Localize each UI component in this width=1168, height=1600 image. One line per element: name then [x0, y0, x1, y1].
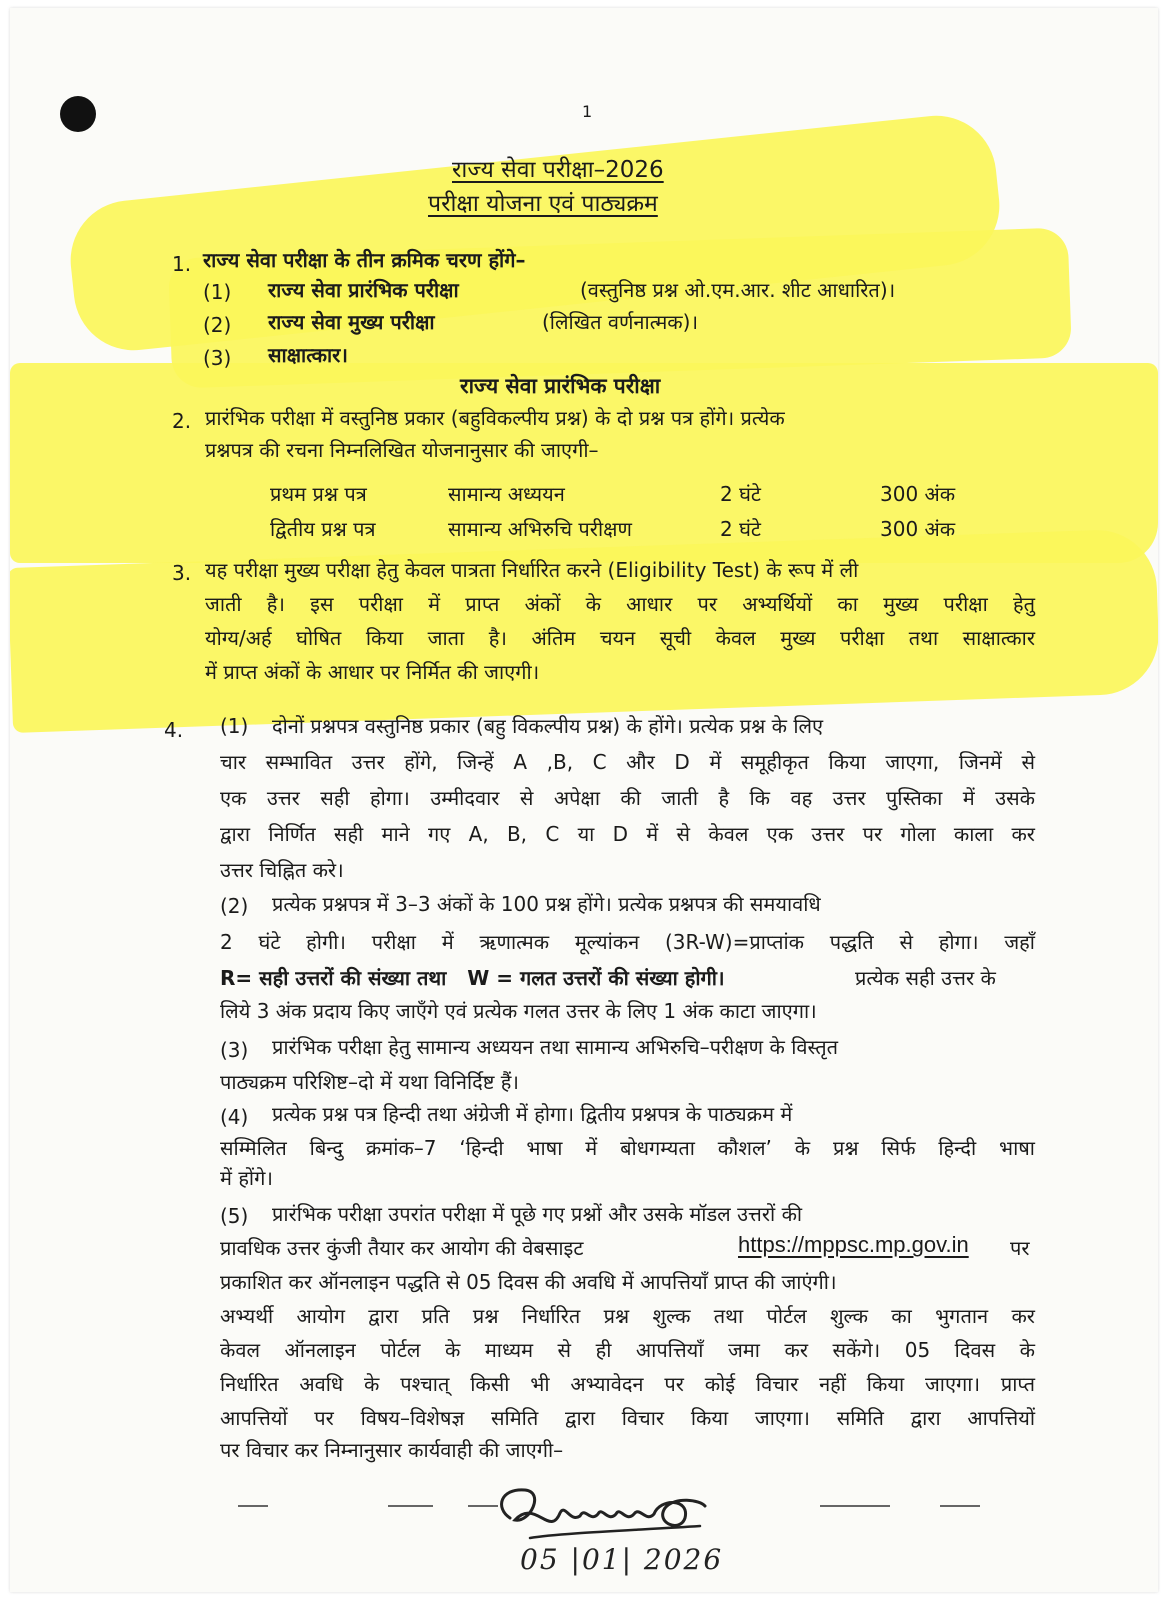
document-page	[10, 8, 1158, 1592]
item4-line: पाठ्यक्रम परिशिष्ट–दो में यथा विनिर्दिष्ट हैं।	[220, 1070, 519, 1094]
item4-line: उत्तर चिह्नित करे।	[220, 858, 344, 882]
item4-line: प्रत्येक प्रश्नपत्र में 3–3 अंकों के 100 प्रश्न होंगे। प्रत्येक प्रश्नपत्र की समयावधि	[272, 892, 821, 916]
item2-line: प्रश्नपत्र की रचना निम्नलिखित योजनानुसार की जाएगी–	[205, 438, 599, 462]
stage-title: राज्य सेवा प्रारंभिक परीक्षा	[268, 278, 459, 302]
sub-number: (1)	[220, 714, 249, 738]
item4-line: निर्धारित अवधि के पश्चात् किसी भी अभ्यावेदन पर कोई विचार नहीं किया जाएगा। प्राप्त	[220, 1372, 1035, 1396]
paper-name: द्वितीय प्रश्न पत्र	[270, 517, 376, 541]
formula-definition: R= सही उत्तरों की संख्या तथा W = गलत उत्तरों की संख्या होगी।	[220, 966, 725, 990]
item-number: 2.	[172, 409, 192, 433]
stage-detail: (लिखित वर्णनात्मक)।	[542, 310, 699, 334]
sub-number: (3)	[220, 1038, 249, 1062]
divider	[940, 1505, 980, 1507]
item4-line: एक उत्तर सही होगा। उम्मीदवार से अपेक्षा की जाती है कि वह उत्तर पुस्तिका में उसके	[220, 786, 1035, 810]
paper-duration: 2 घंटे	[720, 482, 761, 506]
divider	[468, 1505, 498, 1507]
item4-line: 2 घंटे होगी। परीक्षा में ऋणात्मक मूल्यांकन (3R-W)=प्राप्तांक पद्धति से होगा। जहाँ	[220, 930, 1035, 954]
paper-marks: 300 अंक	[880, 482, 956, 506]
item4-line: प्रकाशित कर ऑनलाइन पद्धति से 05 दिवस की अवधि में आपत्तियाँ प्राप्त की जाएंगी।	[220, 1270, 837, 1294]
item4-line: में होंगे।	[220, 1166, 273, 1190]
divider	[238, 1505, 268, 1507]
item1-heading: राज्य सेवा परीक्षा के तीन क्रमिक चरण होंगे–	[203, 248, 526, 272]
paper-duration: 2 घंटे	[720, 517, 761, 541]
item3-line: योग्य/अर्ह घोषित किया जाता है। अंतिम चयन सूची केवल मुख्य परीक्षा तथा साक्षात्कार	[205, 626, 1035, 650]
stage-detail: (वस्तुनिष्ठ प्रश्न ओ.एम.आर. शीट आधारित)।	[580, 278, 896, 302]
item4-line: लिये 3 अंक प्रदाय किए जाएँगे एवं प्रत्येक गलत उत्तर के लिए 1 अंक काटा जाएगा।	[220, 999, 817, 1023]
item-number: 3.	[172, 561, 192, 585]
paper-subject: सामान्य अभिरुचि परीक्षण	[448, 517, 632, 541]
item-number: 4.	[164, 718, 184, 742]
item2-line: प्रारंभिक परीक्षा में वस्तुनिष्ठ प्रकार (बहुविकल्पीय प्रश्न) के दो प्रश्न पत्र होंगे। प्रत्येक	[205, 406, 785, 430]
divider	[820, 1505, 890, 1507]
item4-line: प्रारंभिक परीक्षा उपरांत परीक्षा में पूछे गए प्रश्नों और उसके मॉडल उत्तरों की	[272, 1202, 803, 1226]
stage-title: साक्षात्कार।	[268, 343, 348, 367]
sub-number: (4)	[220, 1105, 249, 1129]
item4-line: केवल ऑनलाइन पोर्टल के माध्यम से ही आपत्तियाँ जमा कर सकेंगे। 05 दिवस के	[220, 1338, 1035, 1362]
item4-line: आपत्तियों पर विषय–विशेषज्ञ समिति द्वारा विचार किया जाएगा। समिति द्वारा आपत्तियों	[220, 1406, 1035, 1430]
item4-line: दोनों प्रश्नपत्र वस्तुनिष्ठ प्रकार (बहु विकल्पीय प्रश्न) के होंगे। प्रत्येक प्रश्न के लिए	[272, 714, 824, 738]
item3-line: यह परीक्षा मुख्य परीक्षा हेतु केवल पात्रता निर्धारित करने (Eligibility Test) के रूप में ली	[205, 558, 859, 582]
stage-title: राज्य सेवा मुख्य परीक्षा	[268, 310, 435, 334]
item-number: 1.	[172, 252, 192, 276]
stage-number: (1)	[203, 280, 232, 304]
stage-number: (2)	[203, 313, 232, 337]
item4-line: सम्मिलित बिन्दु क्रमांक–7 ‘हिन्दी भाषा में बोधगम्यता कौशल’ के प्रश्न सिर्फ हिन्दी भाषा	[220, 1136, 1035, 1160]
item4-line: अभ्यर्थी आयोग द्वारा प्रति प्रश्न निर्धारित प्रश्न शुल्क तथा पोर्टल शुल्क का भुगतान कर	[220, 1304, 1035, 1328]
sub-number: (2)	[220, 894, 249, 918]
item4-line: चार सम्भावित उत्तर होंगे, जिन्हें A ,B, C और D में समूहीकृत किया जाएगा, जिनमें से	[220, 750, 1035, 774]
sub-number: (5)	[220, 1204, 249, 1228]
item3-line: जाती है। इस परीक्षा में प्राप्त अंकों के आधार पर अभ्यर्थियों का मुख्य परीक्षा हेतु	[205, 592, 1035, 616]
stage-number: (3)	[203, 346, 232, 370]
divider	[388, 1505, 433, 1507]
punch-hole	[60, 96, 96, 132]
website-link[interactable]: https://mppsc.mp.gov.in	[738, 1232, 969, 1257]
paper-subject: सामान्य अध्ययन	[448, 482, 565, 506]
item4-line: पर विचार कर निम्नानुसार कार्यवाही की जाएगी–	[220, 1438, 564, 1462]
document-subtitle: परीक्षा योजना एवं पाठ्यक्रम	[428, 191, 658, 217]
document-title: राज्य सेवा परीक्षा–2026	[452, 157, 664, 183]
page-number: 1	[582, 102, 593, 121]
paper-marks: 300 अंक	[880, 517, 956, 541]
item3-line: में प्राप्त अंकों के आधार पर निर्मित की जाएगी।	[205, 660, 540, 684]
section-heading: राज्य सेवा प्रारंभिक परीक्षा	[460, 374, 661, 398]
item4-line: पर	[1010, 1236, 1030, 1260]
item4-line: प्रत्येक सही उत्तर के	[855, 966, 996, 990]
item4-line: प्रत्येक प्रश्न पत्र हिन्दी तथा अंग्रेजी में होगा। द्वितीय प्रश्नपत्र के पाठ्यक्रम में	[272, 1102, 793, 1126]
item4-line: द्वारा निर्णित सही माने गए A, B, C या D में से केवल एक उत्तर पर गोला काला कर	[220, 822, 1035, 846]
paper-name: प्रथम प्रश्न पत्र	[270, 482, 367, 506]
item4-line: प्रावधिक उत्तर कुंजी तैयार कर आयोग की वेबसाइट	[220, 1236, 584, 1260]
signature-date: 05 |01| 2026	[520, 1543, 724, 1576]
item4-line: प्रारंभिक परीक्षा हेतु सामान्य अध्ययन तथा सामान्य अभिरुचि–परीक्षण के विस्तृत	[272, 1035, 839, 1059]
signature-image	[490, 1478, 720, 1548]
